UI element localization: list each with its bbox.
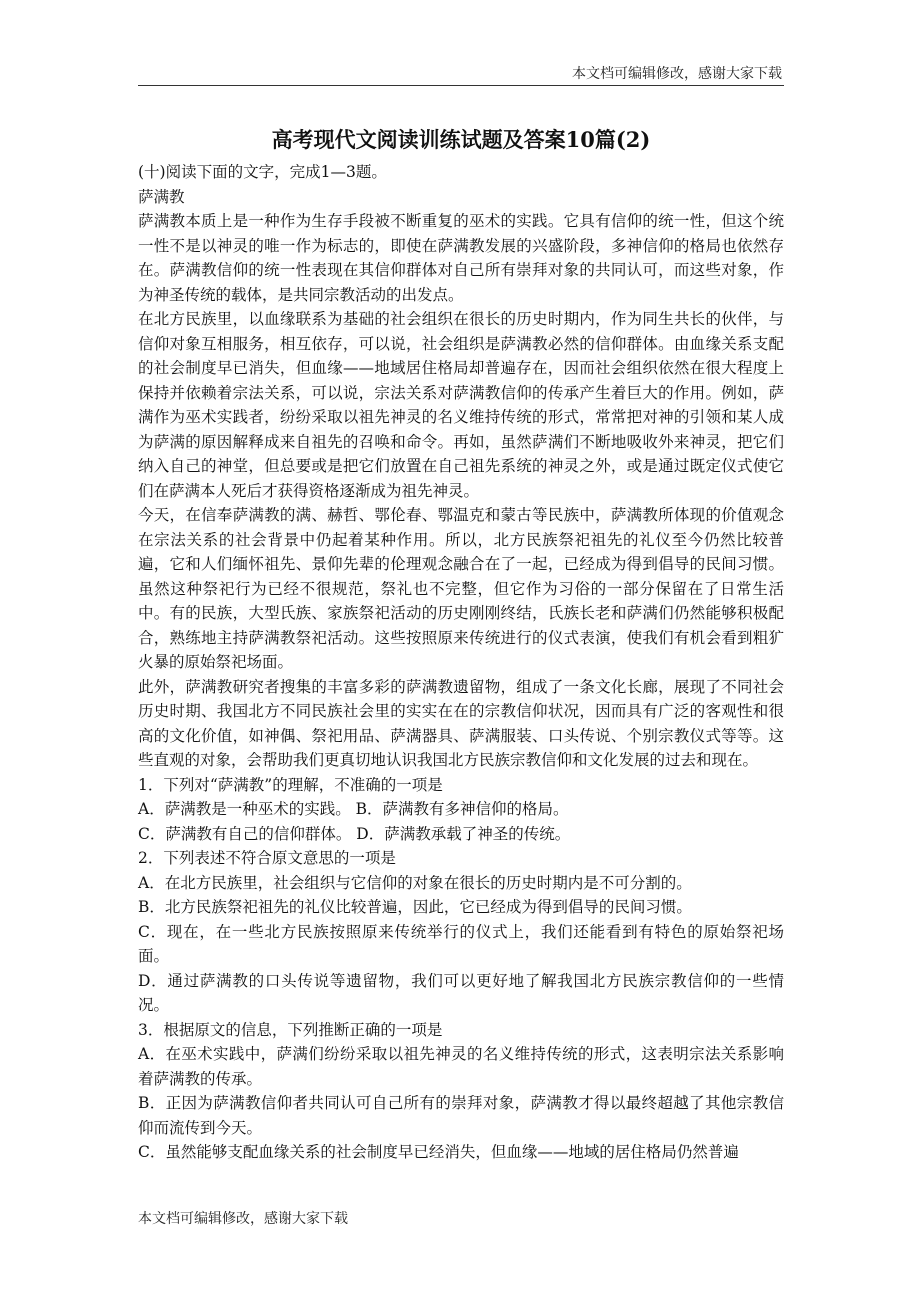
question-stem: 2．下列表述不符合原文意思的一项是 [138,849,396,867]
question-stem: 1．下列对“萨满教”的理解，不准确的一项是 [138,775,443,794]
article-paragraph: 在北方民族里，以血缘联系为基础的社会组织在很长的历史时期内，作为同生共长的伙伴，与信仰对象互相服务，相互依存，可以说，社会组织是萨满教必然的信仰群体。由血缘关系支配的社会制度早已消失，但血缘——地域居住格局却普遍存在，因而社会组织依然在很大程度上保持并依赖着宗法关系，可以说，宗法关系对萨满教信仰的传承产生着巨大的作用。例如，萨满作为巫术实践者，纷纷采取以祖先神灵的名义维持传统的形式，常常把对神的引领和某人成为萨满的原因解释成来自祖先的召唤和命令。再如，虽然萨满们不断地吸收外来神灵，把它们纳入自己的神堂，但总要或是把它们放置在自己祖先系统的神灵之外，或是通过既定仪式使它们在萨满本人死后才获得资格逐渐成为祖先神灵。 [138,310,784,500]
footer-note: 本文档可编辑修改，感谢大家下载 [138,1211,348,1227]
header-note: 本文档可编辑修改，感谢大家下载 [572,66,782,82]
article-paragraph: 今天，在信奉萨满教的满、赫哲、鄂伦春、鄂温克和蒙古等民族中，萨满教所体现的价值观念在宗法关系的社会背景中仍起着某种作用。所以，北方民族祭祀祖先的礼仪至今仍然比较普遍，它和人们缅怀祖先、景仰先辈的伦理观念融合在了一起，已经成为得到倡导的民间习惯。虽然这种祭祀行为已经不很规范，祭礼也不完整，但它作为习俗的一部分保留在了日常生活中。有的民族，大型氏族、家族祭祀活动的历史刚刚终结，氏族长老和萨满们仍然能够积极配合，熟练地主持萨满教祭祀活动。这些按照原来传统进行的仪式表演，使我们有机会看到粗犷火暴的原始祭祀场面。 [138,506,784,671]
question-option: A．在北方民族里，社会组织与它信仰的对象在很长的历史时期内是不可分割的。 [138,873,692,892]
question-option: A．萨满教是一种巫术的实践。 B．萨满教有多神信仰的格局。 [138,800,569,818]
question-option: A．在巫术实践中，萨满们纷纷采取以祖先神灵的名义维持传统的形式，这表明宗法关系影响着萨满教的传承。 [138,1045,784,1088]
instruction-line: (十)阅读下面的文字，完成1—3题。 [138,163,387,181]
question-option: D．通过萨满教的口头传说等遗留物，我们可以更好地了解我国北方民族宗教信仰的一些情况。 [138,971,784,1014]
article-paragraph: 萨满教本质上是一种作为生存手段被不断重复的巫术的实践。它具有信仰的统一性，但这个统一性不是以神灵的唯一作为标志的，即使在萨满教发展的兴盛阶段，多神信仰的格局也依然存在。萨满教信仰的统一性表现在其信仰群体对自己所有崇拜对象的共同认可，而这些对象，作为神圣传统的载体，是共同宗教活动的出发点。 [138,212,784,304]
question-option: C．现在，在一些北方民族按照原来传统举行的仪式上，我们还能看到有特色的原始祭祀场面。 [138,922,784,965]
page-title: 高考现代文阅读训练试题及答案10篇(2) [271,127,651,152]
document-body [138,160,784,1165]
article-heading: 萨满教 [138,187,185,206]
question-option: B．北方民族祭祀祖先的礼仪比较普遍，因此，它已经成为得到倡导的民间习惯。 [138,898,692,916]
question-option: B．正因为萨满教信仰者共同认可自己所有的崇拜对象，萨满教才得以最终超越了其他宗教信仰而流传到今天。 [138,1094,784,1137]
article-paragraph: 此外，萨满教研究者搜集的丰富多彩的萨满教遗留物，组成了一条文化长廊，展现了不同社会历史时期、我国北方不同民族社会里的实实在在的宗教信仰状况，因而具有广泛的客观性和很高的文化价值，如神偶、祭祀用品、萨满器具、萨满服装、口头传说、个别宗教仪式等等。这些直观的对象，会帮助我们更真切地认识我国北方民族宗教信仰和文化发展的过去和现在。 [138,677,784,769]
question-option: C．虽然能够支配血缘关系的社会制度早已经消失，但血缘——地域的居住格局仍然普遍 [138,1143,739,1161]
question-option: C．萨满教有自己的信仰群体。 D．萨满教承载了神圣的传统。 [138,824,571,843]
question-stem: 3．根据原文的信息，下列推断正确的一项是 [138,1020,443,1039]
header-divider [138,85,784,86]
